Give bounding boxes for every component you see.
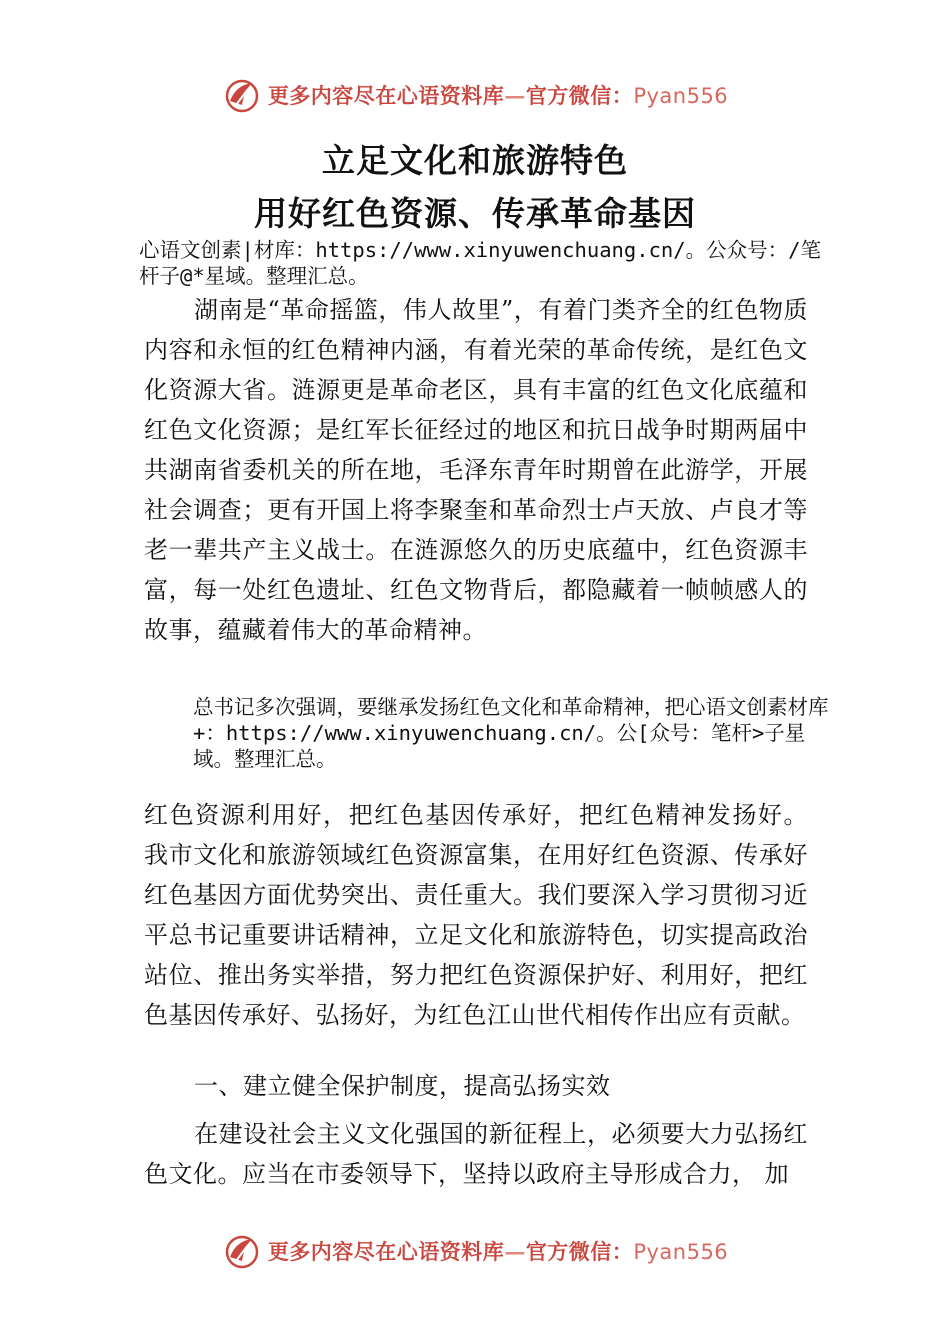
footer-banner xyxy=(0,1226,950,1276)
logo-icon xyxy=(222,75,262,115)
body-paragraph: 红色资源利用好，把红色基因传承好，把红色精神发扬好。 我市文化和旅游领域红色资源富集，在用好红色资源、传承好红色基因方面优势突出、责任重大。我们要深入学习贯彻习近平总书记重要讲话精神，立足文化和旅游特色，切实提高政治站位、推出务实举措，努力把红色资源保护好、利用好，把红色基因传承好、弘扬好，为红色江山世代相传作出应有贡献。 xyxy=(144,801,808,1029)
logo-icon xyxy=(222,1231,262,1271)
section-heading: 一、建立健全保护制度，提高弘扬实效 xyxy=(194,1072,611,1100)
body-paragraph: 湖南是“革命摇篮，伟人故里”，有着门类齐全的红色物质内容和永恒的红色精神内涵，有着光荣的革命传统，是红色文化资源大省。涟源更是革命老区，具有丰富的红色文化底蕴和红色文化资源；是红军长征经过的地区和抗日战争时期两届中共湖南省委机关的所在地，毛泽东青年时期曾在此游学，开展社会调查；更有开国上将李聚奎和革命烈士卢天放、卢良才等老一辈共产主义战士。在涟源悠久的历史底蕴中，红色资源丰富，每一处红色遗址、红色文物背后，都隐藏着一帧帧感人的故事，蕴藏着伟大的革命精神。 xyxy=(144,296,808,644)
document-title-line-1: 立足文化和旅游特色 xyxy=(322,141,628,180)
source-note: 心语文创素|材库：https://www.xinyuwenchuang.cn/。公众号：/笔杆子@*星域。整理汇总。 xyxy=(139,238,821,288)
source-note: 总书记多次强调，要继承发扬红色文化和革命精神，把心语文创素材库+：https://www.xinyuwenchuang.cn/。公[众号：笔杆>子星域。整理汇总。 xyxy=(193,695,829,771)
banner-text: 更多内容尽在心语资料库—官方微信：Pyan556 xyxy=(267,83,729,108)
header-banner xyxy=(0,70,950,120)
body-paragraph: 在建设社会主义文化强国的新征程上，必须要大力弘扬红色文化。应当在市委领导下，坚持以政府主导形成合力， 加 xyxy=(144,1120,808,1188)
banner-text: 更多内容尽在心语资料库—官方微信：Pyan556 xyxy=(267,1239,729,1264)
document-title-line-2: 用好红色资源、传承革命基因 xyxy=(254,194,696,233)
